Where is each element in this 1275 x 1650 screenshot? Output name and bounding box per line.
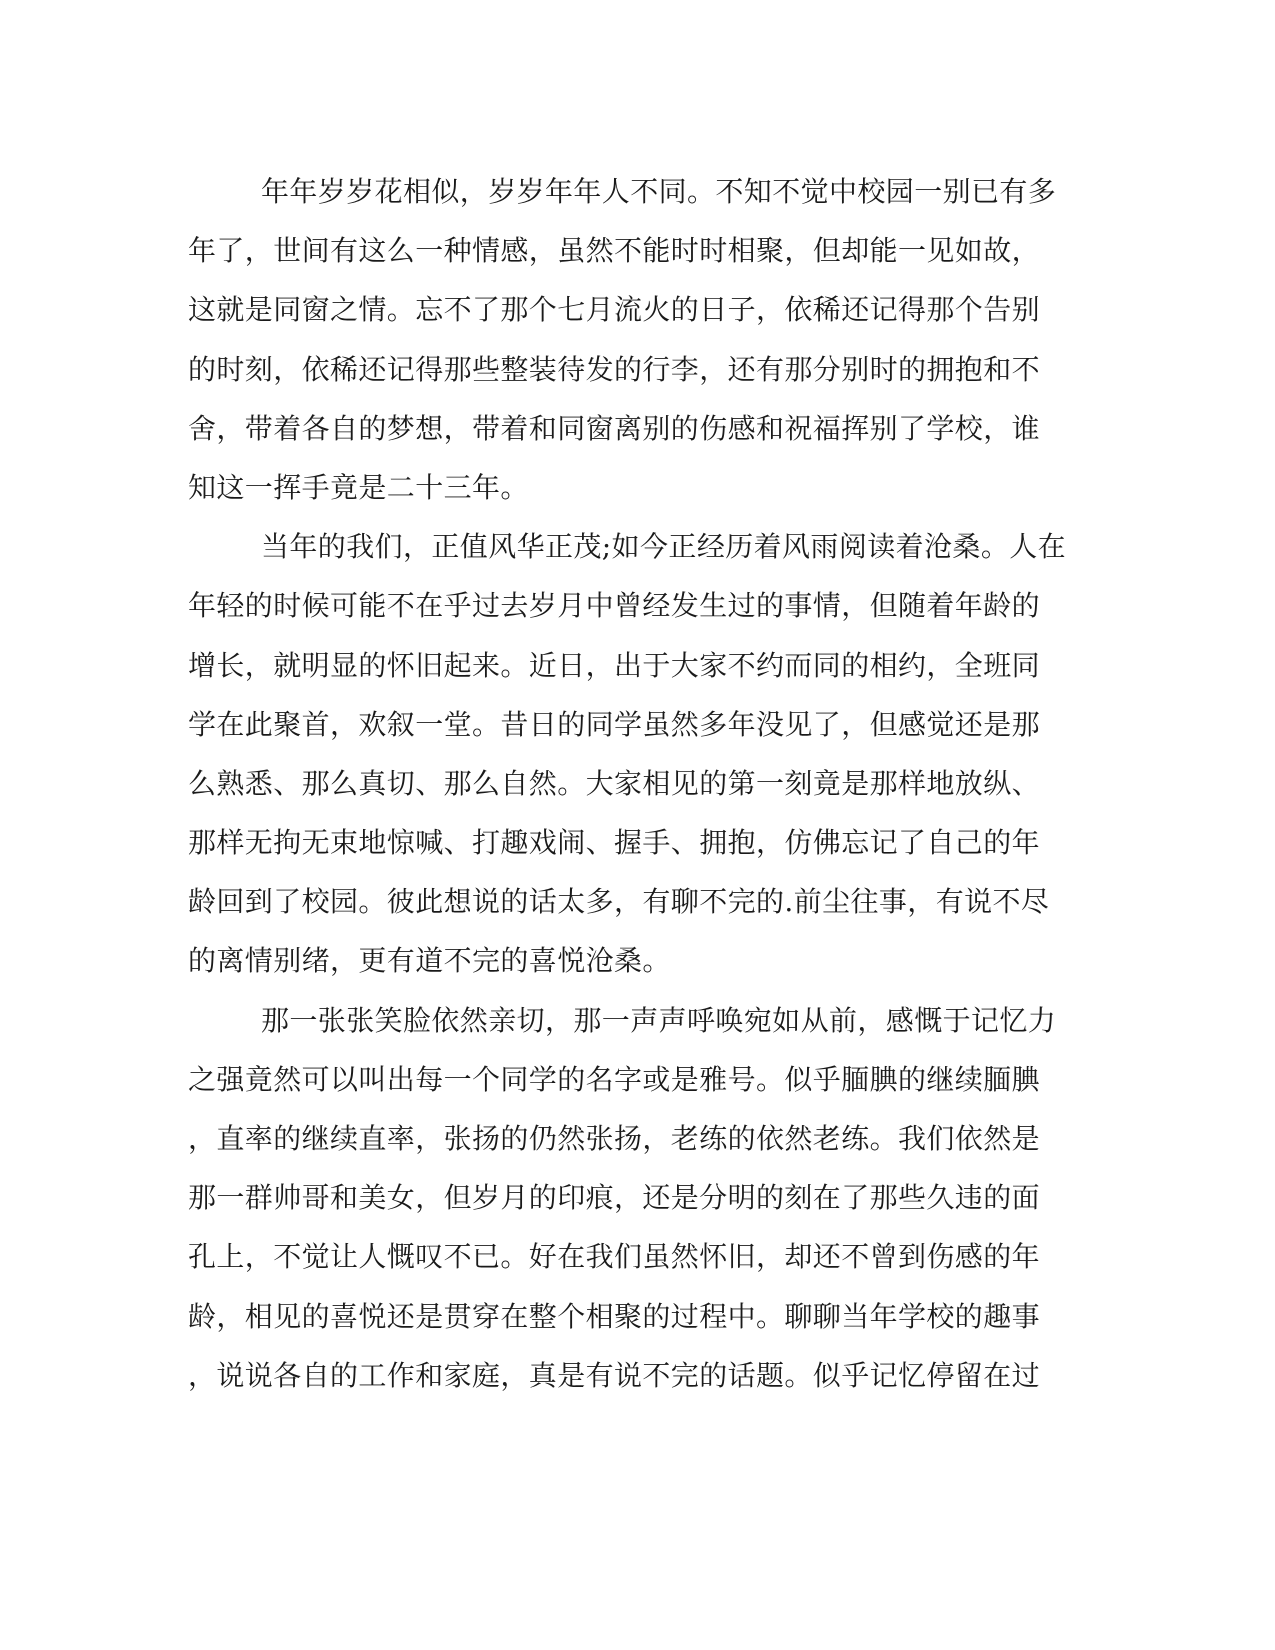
paragraph-3-line-1: 那一张张笑脸依然亲切，那一声声呼唤宛如从前，感慨于记忆力	[261, 1003, 1057, 1037]
paragraph-2-line-6: 那样无拘无束地惊喊、打趣戏闹、握手、拥抱，仿佛忘记了自己的年	[188, 826, 1041, 860]
paragraph-3-line-4: 那一群帅哥和美女，但岁月的印痕，还是分明的刻在了那些久违的面	[188, 1181, 1041, 1215]
paragraph-2-line-7: 龄回到了校园。彼此想说的话太多，有聊不完的.前尘往事，有说不尽	[188, 885, 1050, 919]
paragraph-2-line-4: 学在此聚首，欢叙一堂。昔日的同学虽然多年没见了，但感觉还是那	[188, 707, 1041, 741]
paragraph-2-line-8: 的离情别绪，更有道不完的喜悦沧桑。	[188, 944, 671, 978]
paragraph-3-line-7: ，说说各自的工作和家庭，真是有说不完的话题。似乎记忆停留在过	[188, 1358, 1041, 1392]
paragraph-1-line-2: 年了，世间有这么一种情感，虽然不能时时相聚，但却能一见如故，	[188, 234, 1041, 268]
paragraph-2-line-3: 增长，就明显的怀旧起来。近日，出于大家不约而同的相约，全班同	[188, 648, 1041, 682]
paragraph-1-line-5: 舍，带着各自的梦想，带着和同窗离别的伤感和祝福挥别了学校，谁	[188, 411, 1041, 445]
paragraph-3-line-6: 龄，相见的喜悦还是贯穿在整个相聚的过程中。聊聊当年学校的趣事	[188, 1299, 1041, 1333]
paragraph-2-line-2: 年轻的时候可能不在乎过去岁月中曾经发生过的事情，但随着年龄的	[188, 589, 1041, 623]
paragraph-2-line-5: 么熟悉、那么真切、那么自然。大家相见的第一刻竟是那样地放纵、	[188, 766, 1041, 800]
body-text	[188, 162, 1078, 1405]
paragraph-3-line-5: 孔上，不觉让人慨叹不已。好在我们虽然怀旧，却还不曾到伤感的年	[188, 1240, 1041, 1274]
paragraph-1-line-1: 年年岁岁花相似，岁岁年年人不同。不知不觉中校园一别已有多	[261, 175, 1057, 208]
paragraph-3-line-3: ，直率的继续直率，张扬的仍然张扬，老练的依然老练。我们依然是	[188, 1122, 1041, 1155]
paragraph-2-line-1: 当年的我们，正值风华正茂;如今正经历着风雨阅读着沧桑。人在	[261, 530, 1067, 564]
paragraph-3-line-2: 之强竟然可以叫出每一个同学的名字或是雅号。似乎腼腆的继续腼腆	[188, 1062, 1041, 1096]
paragraph-1-line-3: 这就是同窗之情。忘不了那个七月流火的日子，依稀还记得那个告别	[188, 293, 1041, 327]
paragraph-1-line-6: 知这一挥手竟是二十三年。	[188, 470, 529, 504]
paragraph-1-line-4: 的时刻，依稀还记得那些整装待发的行李，还有那分别时的拥抱和不	[188, 352, 1041, 386]
